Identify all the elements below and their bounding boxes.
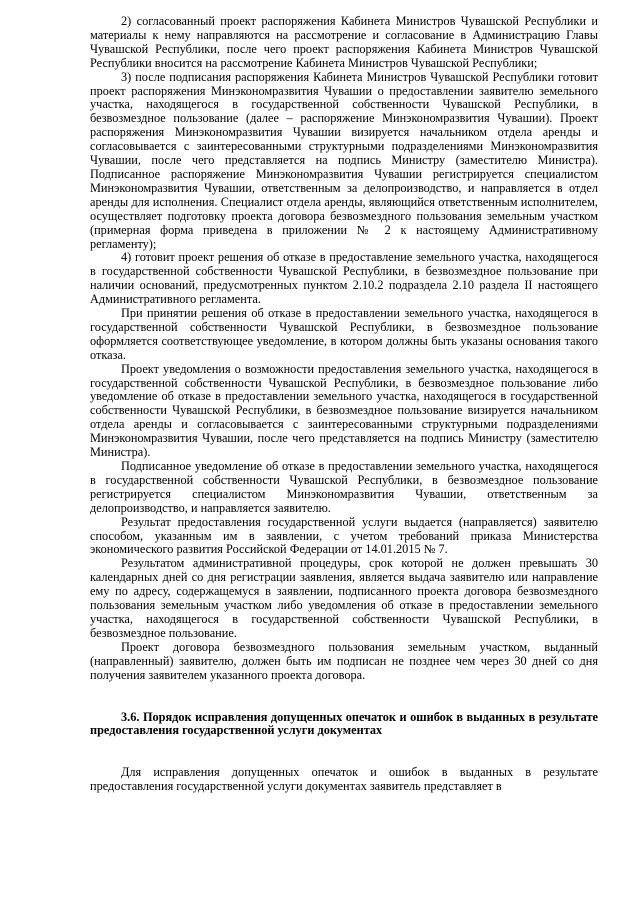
paragraph-contract-draft: Проект договора безвозмездного пользования земельным участком, выданный (направленный) заявителю, должен быть им подписан не позднее чем через 30 дней со дня получения заявителем указанного проекта договора. [90,639,598,682]
paragraph-item-2: 2) согласованный проект распоряжения Кабинета Министров Чувашской Республики и материалы к нему направляются на рассмотрение и согласование в Администрацию Главы Чувашской Республики, после чего проект распоряжения Кабинета Министров Чувашской Республики вносится на рассмотрение Кабинета Министров Чувашской Республики; [90,14,598,70]
paragraph-service-result: Результат предоставления государственной услуги выдается (направляется) заявителю способом, указанным им в заявлении, с учетом требований приказа Министерства экономического развития Российской Федерации от 14.01.2015 № 7. [90,514,598,557]
paragraph-procedure-result: Результатом административной процедуры, срок которой не должен превышать 30 календарных дней со дня регистрации заявления, является выдача заявителю или направление ему по адресу, содержащемуся в заявлении, подписанного проекта договора безвозмездного пользования земельным участком либо уведомления об отказе в предоставлении земельного участка, находящегося в государственной собственности Чувашской Республики, в безвозмездное пользование. [90,556,598,640]
section-heading: 3.6. Порядок исправления допущенных опечаток и ошибок в выданных в результате предоставления государственной услуги документах [90,709,598,738]
paragraph-item-4: 4) готовит проект решения об отказе в предоставление земельного участка, находящегося в государственной собственности Чувашской Республики, в безвозмездное пользование при наличии оснований, предусмотренных пунктом 2.10.2 подраздела 2.10 раздела II настоящего Административного регламента. [90,250,598,307]
document-body [90,15,598,794]
paragraph-signed-notification: Подписанное уведомление об отказе в предоставлении земельного участка, находящегося в государственной собственности Чувашской Республики, в безвозмездное пользование регистрируется специалистом Минэкономразвития Чувашии, ответственным за делопроизводство, и направляется заявителю. [90,459,598,515]
paragraph-notification-draft: Проект уведомления о возможности предоставления земельного участка, находящегося в государственной собственности Чувашской Республики, в безвозмездное пользование либо уведомление об отказе в предоставлении земельного участка, находящегося в государственной собственности Чувашской Республики, в безвозмездное пользование визируется начальником отдела аренды и согласовывается с заинтересованными структурными подразделениями Минэкономразвития Чувашии, после чего представляется на подпись Министру (заместителю Министра). [90,361,598,460]
paragraph-refusal-decision: При принятии решения об отказе в предоставлении земельного участка, находящегося в государственной собственности Чувашской Республики, в безвозмездное пользование оформляется соответствующее уведомление, в котором должны быть указаны основания такого отказа. [90,306,598,362]
paragraph-correction: Для исправления допущенных опечаток и ошибок в выданных в результате предоставления государственной услуги документах заявитель представляет в [90,765,598,794]
paragraph-item-3: 3) после подписания распоряжения Кабинета Министров Чувашской Республики готовит проект распоряжения Минэкономразвития Чувашии о предоставлении заявителю земельного участка, находящегося в государственной собственности Чувашской Республики, в безвозмездное пользование (далее – распоряжение Минэкономразвития Чувашии). Проект распоряжения Минэкономразвития Чувашии визируется начальником отдела аренды и согласовывается с заинтересованными структурными подразделениями Минэкономразвития Чувашии, после чего представляется на подпись Министру (заместителю Министра). Подписанное распоряжение Минэкономразвития Чувашии регистрируется специалистом Минэкономразвития Чувашии, ответственным за делопроизводство, и направляется в отдел аренды для исполнения. Специалист отдела аренды, являющийся ответственным исполнителем, осуществляет подготовку проекта договора безвозмездного пользования земельным участком (примерная форма приведена в приложении № 2 к настоящему Административному регламенту); [90,69,598,251]
